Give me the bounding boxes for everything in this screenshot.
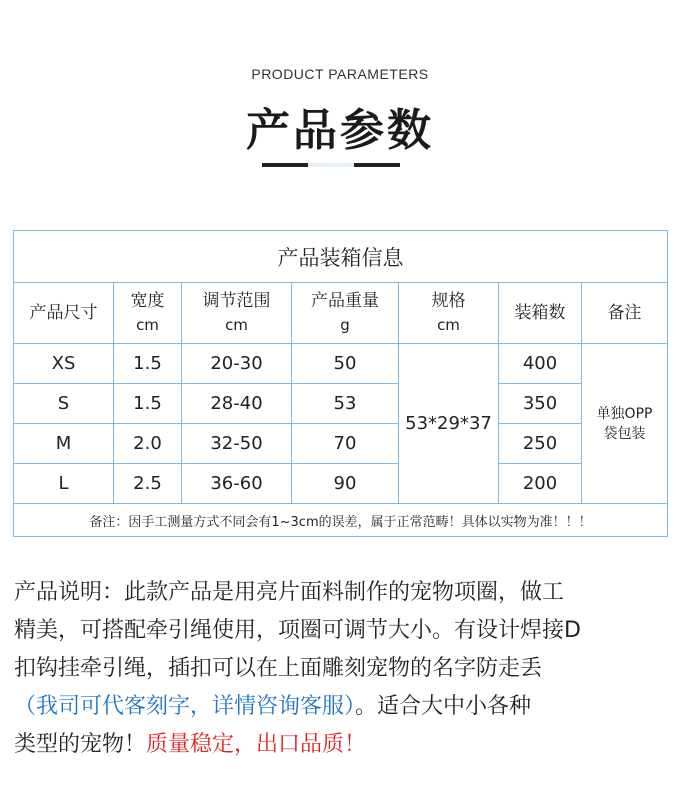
header-range-label: 调节范围 [202,291,271,311]
title-underline-left [262,163,308,167]
header-remark [582,283,668,344]
header-spec [399,283,499,344]
header-range-unit: cm [225,316,248,334]
description-line-4 [14,688,674,726]
cell-weight: 70 [292,424,399,464]
header-count-label: 装箱数 [514,303,566,323]
cell-range: 20-30 [182,344,292,384]
cell-count: 250 [499,424,582,464]
cell-range: 36-60 [182,464,292,504]
page-title: 产品参数 [246,105,434,156]
title-underline-right [354,163,400,167]
table-title: 产品装箱信息 [14,231,668,283]
cell-width: 1.5 [114,384,182,424]
page-subtitle: PRODUCT PARAMETERS [251,66,429,82]
remark-line-1: 单独OPP [596,405,653,422]
table-row [14,424,668,464]
cell-width: 2.0 [114,424,182,464]
cell-weight: 50 [292,344,399,384]
cell-size: L [14,464,114,504]
table-row [14,384,668,424]
engraving-service-note: （我司可代客刻字，详情咨询客服） [14,694,356,719]
description-line-3: 扣钩挂牵引绳，插扣可以在上面雕刻宠物的名字防走丢 [14,656,543,681]
description-line-2: 精美，可搭配牵引绳使用，项圈可调节大小。有设计焊接D [14,618,581,643]
description-line-5-start: 类型的宠物！ [14,732,147,757]
cell-count: 200 [499,464,582,504]
header-size-label: 产品尺寸 [29,303,98,323]
cell-count: 350 [499,384,582,424]
cell-width: 1.5 [114,344,182,384]
table-row [14,344,668,384]
packing-info-table [13,230,668,537]
cell-range: 28-40 [182,384,292,424]
cell-width: 2.5 [114,464,182,504]
cell-size: M [14,424,114,464]
header-width-label: 宽度 [130,291,165,311]
header-size [14,283,114,344]
description-line-5 [14,726,674,764]
header-range [182,283,292,344]
description-line-1: 产品说明：此款产品是用亮片面料制作的宠物项圈，做工 [14,580,565,605]
cell-size: XS [14,344,114,384]
header-width-unit: cm [136,316,159,334]
cell-weight: 90 [292,464,399,504]
measurement-note: 备注：因手工测量方式不同会有1~3cm的误差，属于正常范畴！具体以实物为准！！！ [14,504,668,537]
header-width [114,283,182,344]
cell-weight: 53 [292,384,399,424]
remark-line-2: 袋包装 [603,425,646,442]
header-spec-unit: cm [437,316,460,334]
cell-range: 32-50 [182,424,292,464]
cell-count: 400 [499,344,582,384]
header-count [499,283,582,344]
header-remark-label: 备注 [607,303,642,323]
cell-size: S [14,384,114,424]
description-line-4-rest: 。适合大中小各种 [355,694,532,719]
header-spec-label: 规格 [431,291,466,311]
header-weight [292,283,399,344]
cell-spec: 53*29*37 [399,344,499,504]
cell-remark [582,344,668,504]
header-weight-unit: g [340,316,350,334]
product-description [14,574,674,764]
header-weight-label: 产品重量 [311,291,379,311]
title-underline-middle [308,163,354,167]
table-row [14,464,668,504]
quality-claim: 质量稳定，出口品质！ [146,732,367,757]
